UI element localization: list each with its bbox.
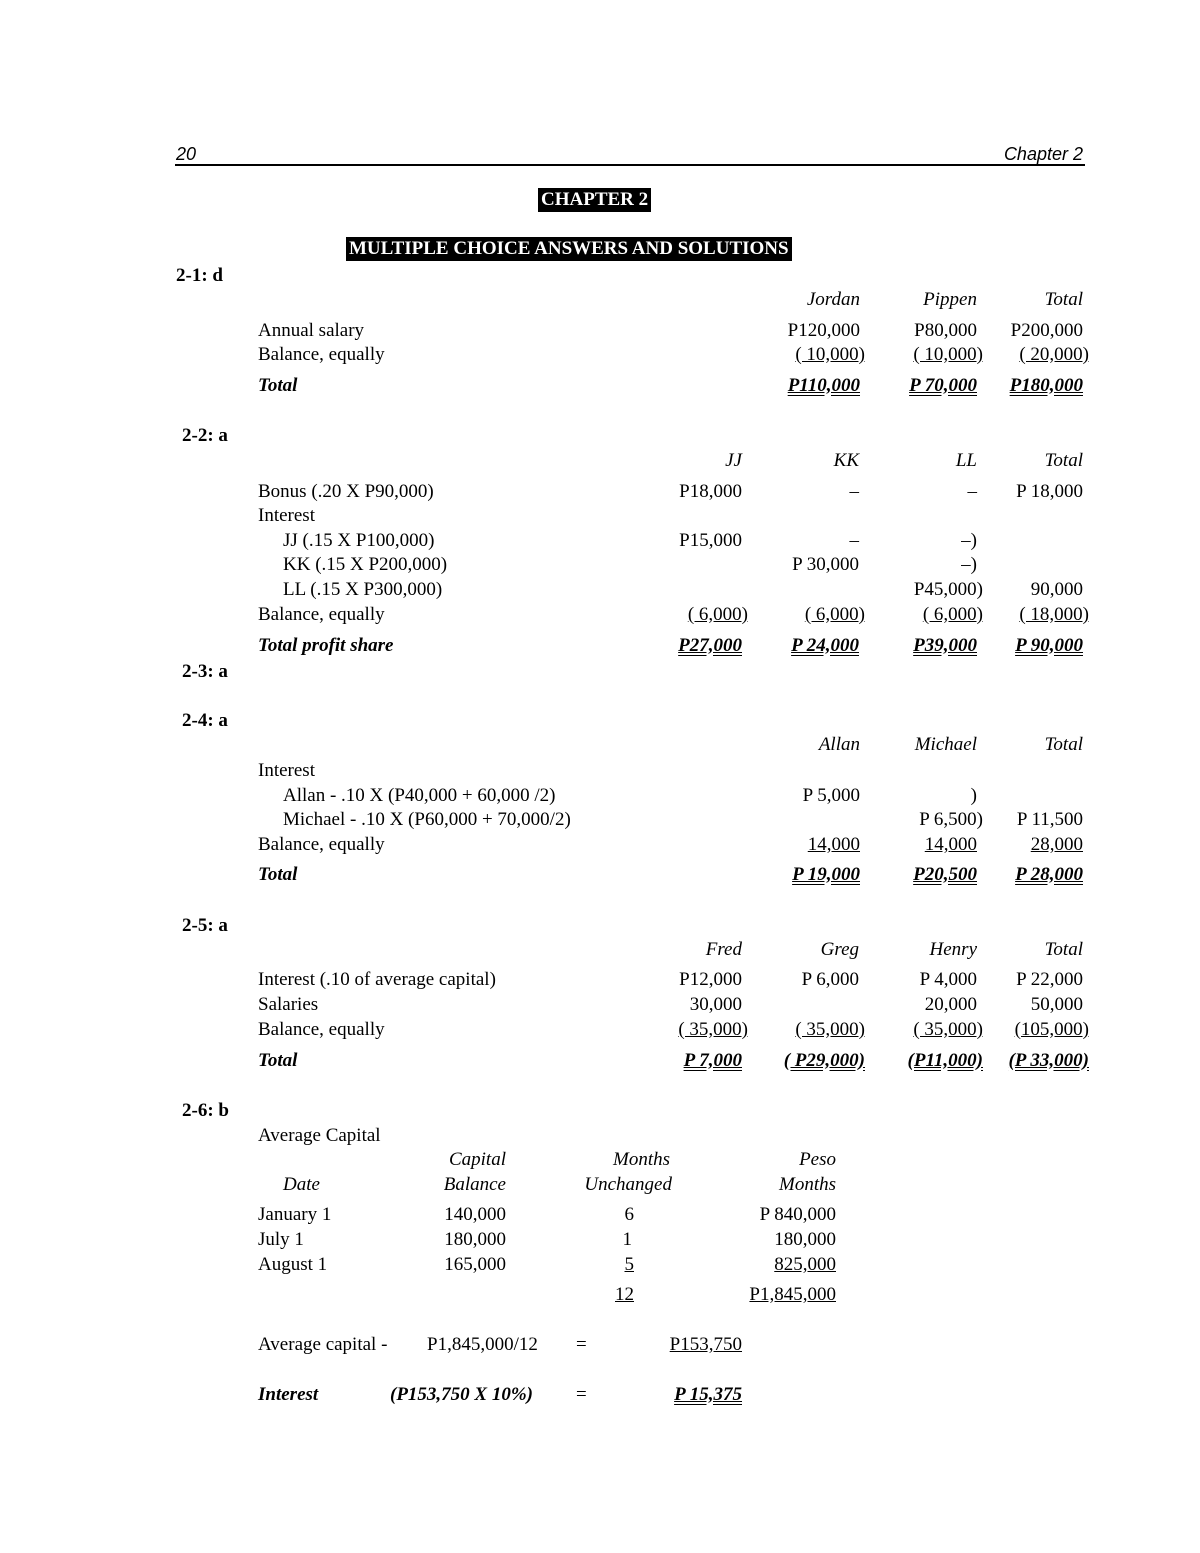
column-header: Capital — [448, 1149, 506, 1170]
cell: P 4,000 — [919, 969, 977, 990]
column-header: LL — [955, 450, 977, 471]
cell: 1 — [622, 1229, 632, 1250]
row-label: Balance, equally — [258, 1019, 385, 1040]
column-header: JJ — [725, 450, 742, 471]
cell: P 18,000 — [1016, 481, 1083, 502]
column-header: Total — [1044, 450, 1083, 471]
column-header: Fred — [705, 939, 742, 960]
cell: –) — [961, 554, 977, 575]
cell: ( 18,000) — [1019, 604, 1089, 625]
cell: P110,000 — [787, 375, 860, 396]
cell: ( 10,000) — [795, 344, 865, 365]
chapter-title: CHAPTER 2 — [538, 188, 651, 212]
cell: 180,000 — [444, 1229, 506, 1250]
cell: –) — [961, 530, 977, 551]
column-header: Total — [1044, 939, 1083, 960]
row-label: Total — [258, 864, 298, 885]
cell: P 5,000 — [802, 785, 860, 806]
cell: P 28,000 — [1015, 864, 1083, 885]
cell: ( 20,000) — [1019, 344, 1089, 365]
row-label: July 1 — [258, 1229, 304, 1250]
cell: ( 35,000) — [678, 1019, 748, 1040]
cell: P80,000 — [914, 320, 977, 341]
cell: P 6,000 — [801, 969, 859, 990]
cell: P27,000 — [678, 635, 742, 656]
row-label: KK (.15 X P200,000) — [283, 554, 448, 575]
cell: P 24,000 — [791, 635, 859, 656]
interest-value: P 15,375 — [674, 1384, 742, 1405]
cell: 20,000 — [924, 994, 977, 1015]
cell: P200,000 — [1010, 320, 1083, 341]
row-label: Balance, equally — [258, 834, 385, 855]
cell: P 6,500) — [919, 809, 983, 830]
cell: 6 — [624, 1204, 634, 1225]
column-header: Jordan — [806, 289, 860, 310]
cell: P 90,000 — [1015, 635, 1083, 656]
cell: (P 33,000) — [1008, 1050, 1089, 1071]
column-header: Total — [1044, 289, 1083, 310]
cell: P180,000 — [1009, 375, 1083, 396]
column-header: Henry — [929, 939, 977, 960]
cell: ( P29,000) — [783, 1050, 865, 1071]
row-label: January 1 — [258, 1204, 332, 1225]
equals-sign: = — [576, 1384, 587, 1405]
cell: P18,000 — [679, 481, 742, 502]
column-header: Greg — [820, 939, 859, 960]
row-label: Salaries — [258, 994, 319, 1015]
cell: 30,000 — [689, 994, 742, 1015]
avg-calc: P1,845,000/12 — [427, 1334, 538, 1355]
avg-value: P153,750 — [669, 1334, 742, 1355]
column-header: Peso — [799, 1149, 836, 1170]
total-peso-months: P1,845,000 — [749, 1284, 836, 1305]
row-label: Michael - .10 X (P60,000 + 70,000/2) — [283, 809, 571, 830]
cell: – — [849, 481, 859, 502]
cell: (P11,000) — [907, 1050, 983, 1071]
section-title: MULTIPLE CHOICE ANSWERS AND SOLUTIONS — [346, 237, 792, 261]
column-header: Balance — [443, 1174, 506, 1195]
cell: ( 6,000) — [687, 604, 748, 625]
row-label: Balance, equally — [258, 604, 385, 625]
column-header: Allan — [818, 734, 860, 755]
cell: 140,000 — [444, 1204, 506, 1225]
chapter-header: Chapter 2 — [1003, 144, 1083, 164]
cell: – — [967, 481, 977, 502]
total-months: 12 — [615, 1284, 634, 1305]
row-label: Interest (.10 of average capital) — [258, 969, 496, 990]
cell: P 30,000 — [792, 554, 859, 575]
row-label: JJ (.15 X P100,000) — [283, 530, 435, 551]
column-header: Michael — [914, 734, 977, 755]
row-label: Total profit share — [258, 635, 394, 656]
cell: ( 6,000) — [922, 604, 983, 625]
row-label: Balance, equally — [258, 344, 385, 365]
equals-sign: = — [576, 1334, 587, 1355]
cell: (105,000) — [1014, 1019, 1089, 1040]
cell: ( 10,000) — [913, 344, 983, 365]
row-label: Bonus (.20 X P90,000) — [258, 481, 434, 502]
question-label: 2-5: a — [182, 915, 228, 936]
header-rule — [175, 164, 1085, 166]
cell: ( 35,000) — [795, 1019, 865, 1040]
column-header: Date — [283, 1174, 320, 1195]
row-label: Allan - .10 X (P40,000 + 60,000 /2) — [283, 785, 556, 806]
cell: 165,000 — [444, 1254, 506, 1275]
cell: 14,000 — [807, 834, 860, 855]
cell: 14,000 — [924, 834, 977, 855]
cell: 825,000 — [774, 1254, 836, 1275]
column-header: KK — [833, 450, 859, 471]
row-label: August 1 — [258, 1254, 328, 1275]
row-label: Annual salary — [258, 320, 365, 341]
column-header: Months — [613, 1149, 670, 1170]
cell: 50,000 — [1030, 994, 1083, 1015]
cell: P 840,000 — [759, 1204, 836, 1225]
cell: 5 — [624, 1254, 634, 1275]
question-label: 2-6: b — [182, 1100, 229, 1121]
avg-label: Average capital - — [258, 1334, 388, 1355]
cell: ) — [970, 785, 977, 806]
cell: 28,000 — [1030, 834, 1083, 855]
column-header: Pippen — [923, 289, 977, 310]
row-label: Total — [258, 375, 298, 396]
cell: P 7,000 — [683, 1050, 742, 1071]
row-label: LL (.15 X P300,000) — [283, 579, 443, 600]
cell: ( 35,000) — [913, 1019, 983, 1040]
question-label: 2-4: a — [182, 710, 228, 731]
cell: 180,000 — [774, 1229, 836, 1250]
row-label: Total — [258, 1050, 298, 1071]
cell: 90,000 — [1030, 579, 1083, 600]
column-header: Unchanged — [584, 1174, 672, 1195]
section-heading: Average Capital — [258, 1125, 381, 1146]
cell: P45,000) — [913, 579, 983, 600]
page-number: 20 — [176, 144, 197, 164]
cell: P12,000 — [679, 969, 742, 990]
column-header: Months — [779, 1174, 836, 1195]
row-label: Interest — [258, 760, 315, 781]
cell: P 19,000 — [792, 864, 860, 885]
cell: P 22,000 — [1016, 969, 1083, 990]
cell: P39,000 — [913, 635, 977, 656]
row-label: Interest — [258, 505, 315, 526]
cell: P15,000 — [679, 530, 742, 551]
question-label: 2-2: a — [182, 425, 228, 446]
cell: P20,500 — [913, 864, 977, 885]
question-label: 2-1: d — [176, 265, 223, 286]
cell: P 11,500 — [1016, 809, 1083, 830]
cell: P 70,000 — [909, 375, 977, 396]
question-label: 2-3: a — [182, 661, 228, 682]
interest-label: Interest — [258, 1384, 319, 1405]
cell: – — [849, 530, 859, 551]
interest-calc: (P153,750 X 10%) — [390, 1384, 534, 1405]
cell: P120,000 — [787, 320, 860, 341]
column-header: Total — [1044, 734, 1083, 755]
cell: ( 6,000) — [804, 604, 865, 625]
